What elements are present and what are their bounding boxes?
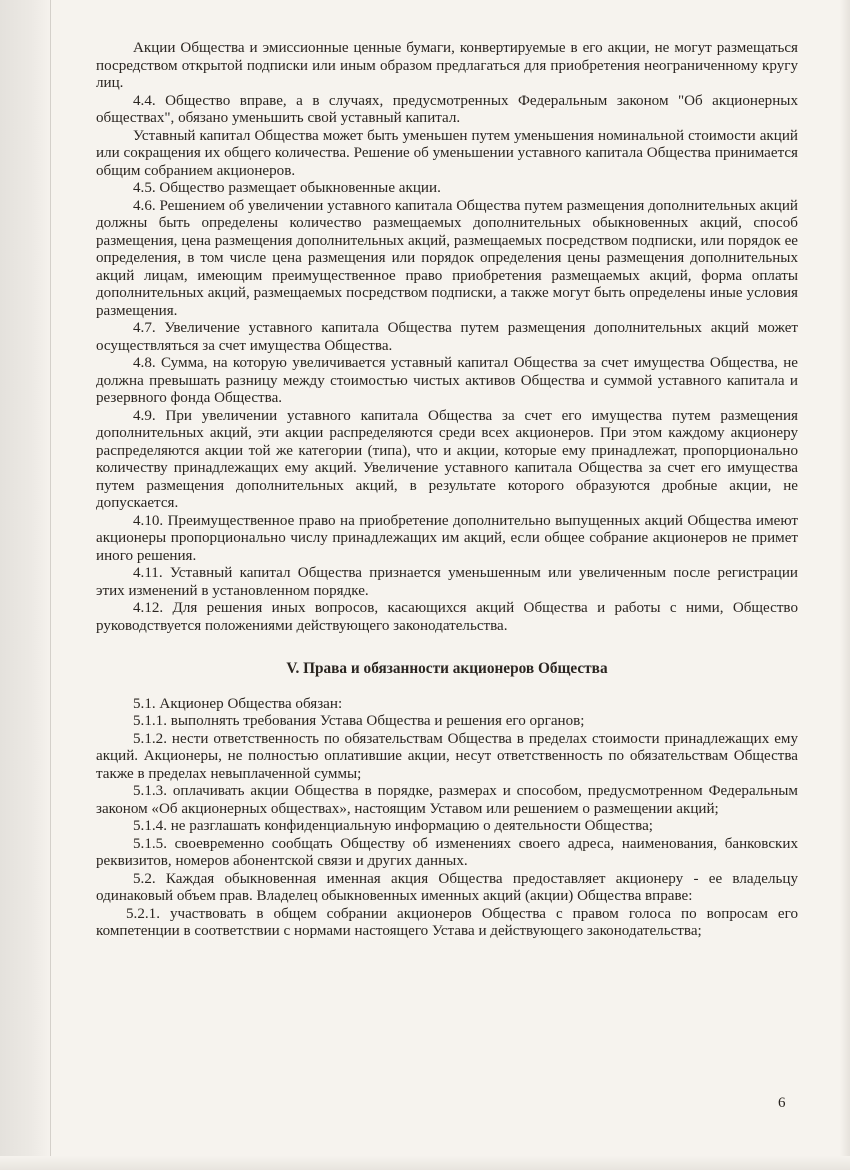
paragraph-4-9: 4.9. При увеличении уставного капитала Общества за счет его имущества путем размещения дополнительных акций, эти акции распределяются среди всех акционеров. При этом каждому акционеру распределяются акции той же категории (типа), что и акции, которые ему принадлежат, пропорционально количеству принадлежащих ему акций. Увеличение уставного капитала Общества за счет его имущества путем размещения дополнительных акций, в результате которого образуются дробные акции, не допускается. <box>96 407 798 511</box>
scan-right-edge <box>840 0 850 1170</box>
paragraph-5-2: 5.2. Каждая обыкновенная именная акция Общества предоставляет акционеру - ее владельцу одинаковый объем прав. Владелец обыкновенных именных акций (акции) Общества вправе: <box>96 870 798 904</box>
document-body <box>96 40 798 941</box>
paragraph-4-11: 4.11. Уставный капитал Общества признается уменьшенным или увеличенным после регистрации этих изменений в установленном порядке. <box>96 565 798 599</box>
paragraph-5-1-1: 5.1.1. выполнять требования Устава Общества и решения его органов; <box>133 713 585 729</box>
paragraph-shares-restriction: Акции Общества и эмиссионные ценные бумаги, конвертируемые в его акции, не могут размещаться посредством открытой подписки или иным образом предлагаться для приобретения неограниченному кругу лиц. <box>96 40 798 91</box>
paragraph-4-5: 4.5. Общество размещает обыкновенные акции. <box>133 180 441 196</box>
section-heading: V. Права и обязанности акционеров Общества <box>286 660 608 677</box>
scan-binding-line <box>50 0 51 1170</box>
paragraph-4-12: 4.12. Для решения иных вопросов, касающихся акций Общества и работы с ними, Общество руководствуется положениями действующего законодательства. <box>96 600 798 634</box>
paragraph-4-8: 4.8. Сумма, на которую увеличивается уставный капитал Общества за счет имущества Общества, не должна превышать разницу между стоимостью чистых активов Общества и суммой уставного капитала и резервного фонда Общества. <box>96 355 798 406</box>
page-number: 6 <box>778 1095 786 1111</box>
scan-left-margin-shadow <box>0 0 52 1170</box>
paragraph-5-2-1: 5.2.1. участвовать в общем собрании акционеров Общества с правом голоса по вопросам его компетенции в соответствии с нормами настоящего Устава и действующего законодательства; <box>96 905 798 939</box>
paragraph-4-6: 4.6. Решением об увеличении уставного капитала Общества путем размещения дополнительных акций должны быть определены количество размещаемых дополнительных обыкновенных акций, способ размещения, цена размещения дополнительных акций, размещаемых посредством подписки, или порядок ее определения, в том числе цена размещения или порядок определения цены размещения дополнительных акций лицам, имеющим преимущественное право приобретения размещаемых акций, форма оплаты дополнительных акций, размещаемых посредством подписки, а также могут быть определены иные условия размещения. <box>96 197 798 319</box>
paragraph-4-4: 4.4. Общество вправе, а в случаях, предусмотренных Федеральным законом "Об акционерных обществах", обязано уменьшить свой уставный капитал. <box>96 92 798 126</box>
paragraph-capital-reduction: Уставный капитал Общества может быть уменьшен путем уменьшения номинальной стоимости акций или сокращения их общего количества. Решение об уменьшении уставного капитала Общества принимается общим собранием акционеров. <box>96 127 798 179</box>
paragraph-5-1-5: 5.1.5. своевременно сообщать Обществу об изменениях своего адреса, наименования, банковских реквизитов, номеров абонентской связи и других данных. <box>96 835 798 869</box>
scan-bottom-edge <box>0 1156 850 1170</box>
paragraph-5-1-4: 5.1.4. не разглашать конфиденциальную информацию о деятельности Общества; <box>133 818 653 834</box>
paragraph-4-10: 4.10. Преимущественное право на приобретение дополнительно выпущенных акций Общества имеют акционеры пропорционально числу принадлежащих им акций, если общее собрание акционеров не примет иного решения. <box>96 512 798 564</box>
paragraph-5-1-3: 5.1.3. оплачивать акции Общества в порядке, размерах и способом, предусмотренном Федеральным законом «Об акционерных обществах», настоящим Уставом или решением о размещении акций; <box>96 783 798 817</box>
paragraph-4-7: 4.7. Увеличение уставного капитала Общества путем размещения дополнительных акций может осуществляться за счет имущества Общества. <box>96 320 798 354</box>
paragraph-5-1: 5.1. Акционер Общества обязан: <box>133 695 343 712</box>
paragraph-5-1-2: 5.1.2. нести ответственность по обязательствам Общества в пределах стоимости принадлежащих ему акций. Акционеры, не полностью оплатившие акции, несут ответственность по обязательствам Общества также в пределах невыплаченной суммы; <box>96 730 798 782</box>
